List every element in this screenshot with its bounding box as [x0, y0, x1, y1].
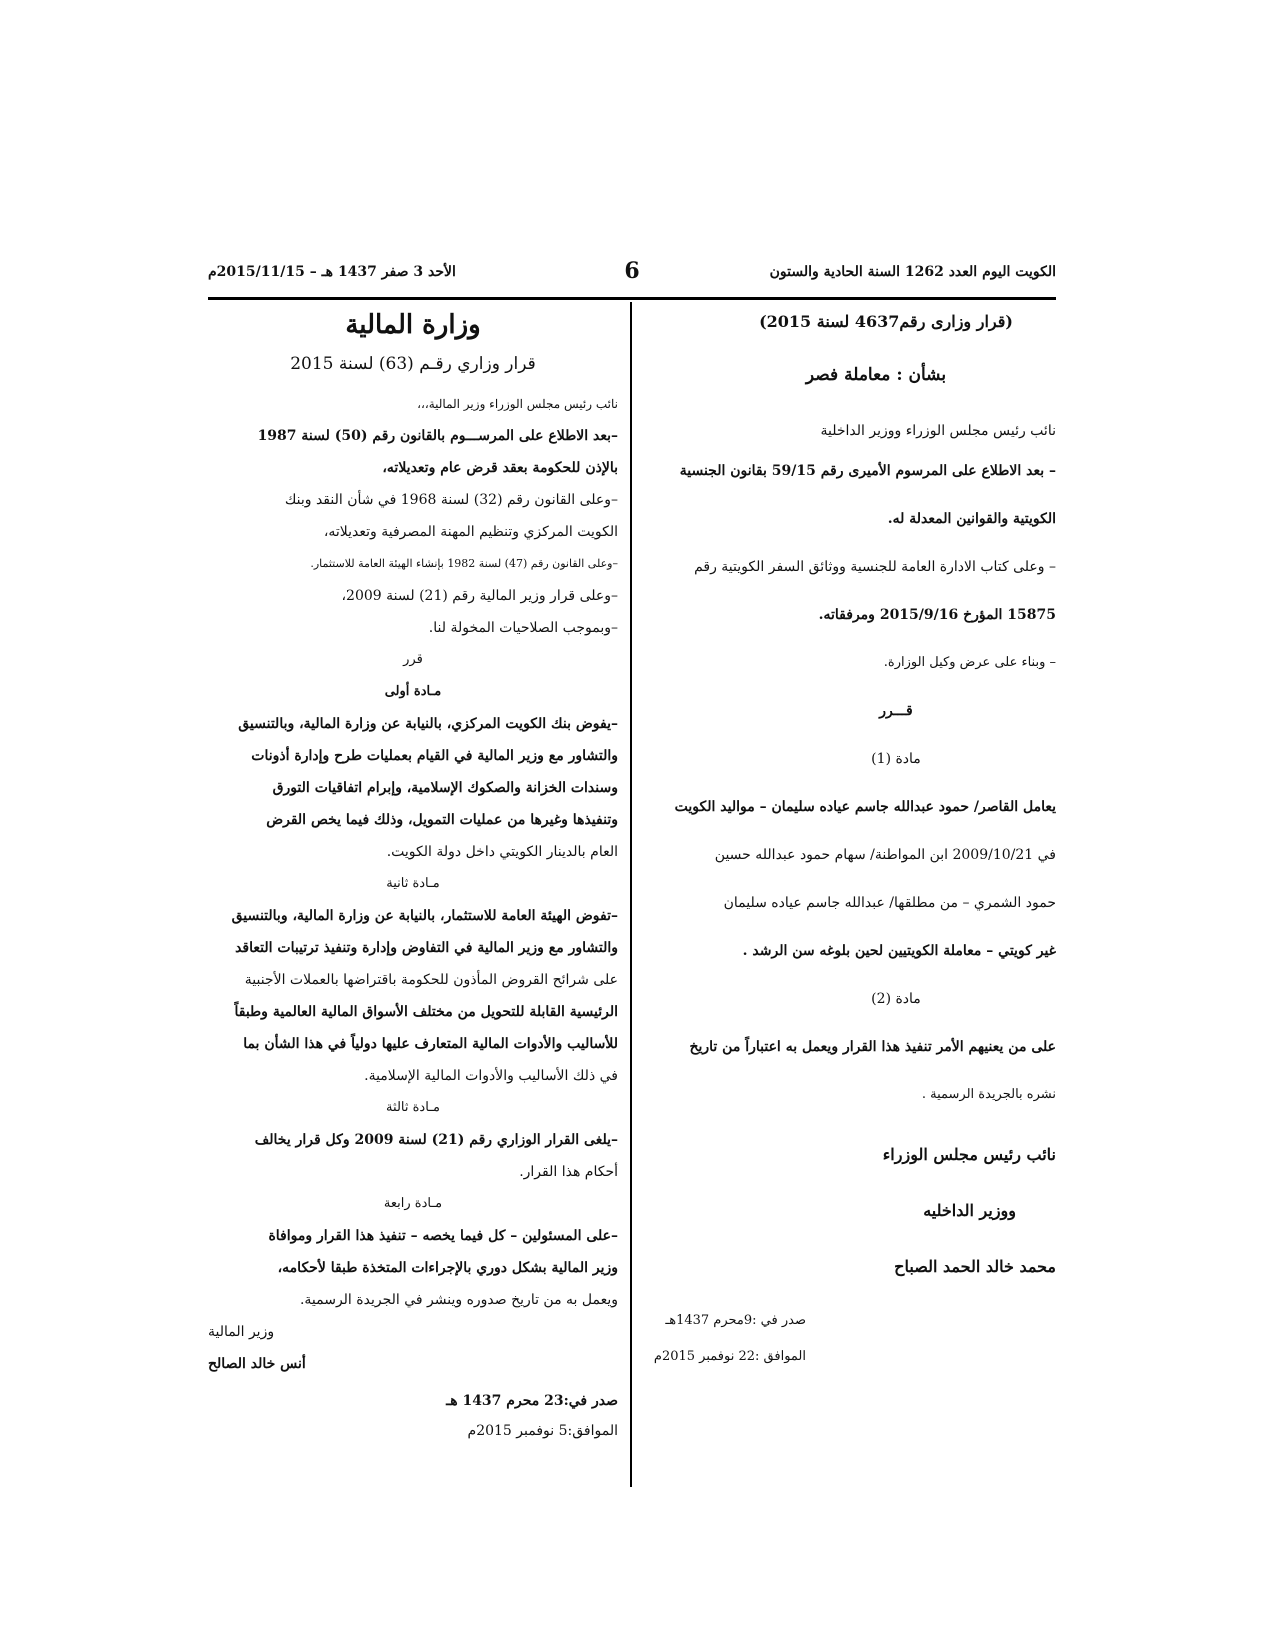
article-line: حمود الشمري – من مطلقها/ عبدالله جاسم عياده سليمان: [723, 895, 1056, 911]
page-header: [208, 258, 1056, 292]
article-line: والتشاور مع وزير المالية في التفاوض وإدارة وتنفيذ ترتيبات التعاقد: [235, 940, 618, 956]
decided-heading: قرر: [403, 652, 423, 667]
article-line: وتنفيذها وغيرها من عمليات التمويل، وذلك فيما يخص القرض: [266, 812, 618, 828]
article-line: وزير المالية بشكل دوري بالإجراءات المتخذة طبقا لأحكامه،: [277, 1260, 618, 1276]
decided-heading: قـــرر: [879, 703, 913, 719]
article-line: –تفوض الهيئة العامة للاستثمار، بالنيابة عن وزارة المالية، وبالتنسيق: [231, 908, 618, 924]
signature-title: ووزير الداخليه: [923, 1201, 1016, 1220]
preamble-line: –بعد الاطلاع على المرســـوم بالقانون رقم (50) لسنة 1987: [257, 428, 618, 444]
preamble-line: –وعلى القانون رقم (32) لسنة 1968 في شأن النقد وبنك: [284, 492, 618, 508]
article-line: يعامل القاصر/ حمود عبدالله جاسم عياده سليمان – مواليد الكويت: [674, 799, 1056, 815]
issued-date: صدر في:23 محرم 1437 هـ: [446, 1393, 618, 1409]
article-heading: مـادة رابعة: [383, 1196, 443, 1211]
article-line: وسندات الخزانة والصكوك الإسلامية، وإبرام اتفاقيات التورق: [272, 780, 618, 796]
decision-issuer: نائب رئيس مجلس الوزراء ووزير الداخلية: [820, 423, 1056, 439]
article-line: على من يعنيهم الأمر تنفيذ هذا القرار ويعمل به اعتباراً من تاريخ: [689, 1039, 1056, 1055]
preamble-line: بالإذن للحكومة بعقد قرض عام وتعديلاته،: [382, 460, 618, 476]
page-number: 6: [624, 258, 640, 284]
article-line: على شرائح القروض المأذون للحكومة باقتراضها بالعملات الأجنبية: [244, 972, 618, 988]
preamble-line: – وعلى كتاب الادارة العامة للجنسية ووثائق السفر الكويتية رقم: [694, 559, 1056, 575]
ministry-title: وزارة المالية: [345, 310, 481, 340]
decision-subject: بشأن : معاملة فصر: [805, 365, 947, 385]
article-heading: مـادة ثانية: [386, 876, 440, 891]
issue-date: الأحد 3 صفر 1437 هـ – 2015/11/15م: [208, 264, 456, 280]
corresponding-date: الموافق:5 نوفمبر 2015م: [467, 1423, 618, 1439]
article-line: في 2009/10/21 ابن المواطنة/ سهام حمود عبدالله حسين: [714, 847, 1056, 863]
article-line: الرئيسية القابلة للتحويل من مختلف الأسواق المالية العالمية وطبقاً: [234, 1004, 618, 1020]
article-line: في ذلك الأساليب والأدوات المالية الإسلامية.: [364, 1068, 618, 1084]
signatory-name: محمد خالد الحمد الصباح: [894, 1257, 1056, 1276]
article-line: والتشاور مع وزير المالية في القيام بعمليات طرح وإدارة أذونات: [251, 748, 618, 764]
preamble-line: – بعد الاطلاع على المرسوم الأميرى رقم 59/15 بقانون الجنسية: [679, 463, 1056, 479]
finance-decision-column: [208, 308, 618, 1446]
preamble-line: – وبناء على عرض وكيل الوزارة.: [883, 655, 1056, 670]
article-heading: مـادة ثالثة: [386, 1100, 440, 1115]
issued-date: صدر في :9محرم 1437هـ: [665, 1313, 806, 1328]
article-line: العام بالدينار الكويتي داخل دولة الكويت.: [386, 844, 618, 860]
article-line: نشره بالجريدة الرسمية .: [921, 1087, 1056, 1102]
corresponding-date: الموافق :22 نوفمبر 2015م: [653, 1349, 806, 1364]
preamble-line: الكويت المركزي وتنظيم المهنة المصرفية وتعديلاته،: [323, 524, 618, 540]
preamble-line: –وعلى قرار وزير المالية رقم (21) لسنة 2009،: [341, 588, 618, 604]
preamble-line: –وعلى القانون رقم (47) لسنة 1982 بإنشاء الهيئة العامة للاستثمار.: [310, 557, 618, 570]
signature-title: نائب رئيس مجلس الوزراء: [882, 1145, 1056, 1164]
article-line: –على المسئولين – كل فيما يخصه – تنفيذ هذا القرار وموافاة: [268, 1228, 618, 1244]
article-label: مادة (2): [871, 991, 921, 1007]
preamble-line: الكويتية والقوانين المعدلة له.: [887, 511, 1056, 527]
signature-title: وزير المالية: [208, 1324, 275, 1340]
article-line: أحكام هذا القرار.: [519, 1164, 618, 1180]
column-divider: [630, 302, 632, 1487]
issue-info: الكويت اليوم العدد 1262 السنة الحادية والستون: [769, 264, 1056, 280]
preamble-line: 15875 المؤرخ 2015/9/16 ومرفقاته.: [818, 607, 1056, 623]
header-rule: [208, 297, 1056, 300]
decision-title: قرار وزاري رقـم (63) لسنة 2015: [290, 354, 536, 374]
article-label: مادة (1): [871, 751, 921, 767]
signatory-name: أنس خالد الصالح: [208, 1356, 306, 1372]
decision-issuer: نائب رئيس مجلس الوزراء وزير المالية،،،: [417, 397, 618, 411]
article-line: –يفوض بنك الكويت المركزي، بالنيابة عن وزارة المالية، وبالتنسيق: [238, 716, 618, 732]
article-heading: مـادة أولى: [384, 684, 442, 699]
article-line: غير كويتي – معاملة الكويتيين لحين بلوغه سن الرشد .: [742, 943, 1056, 959]
preamble-line: –وبموجب الصلاحيات المخولة لنا.: [428, 620, 618, 636]
article-line: –يلغى القرار الوزاري رقم (21) لسنة 2009 وكل قرار يخالف: [254, 1132, 618, 1148]
decision-title: (قرار وزارى رقم4637 لسنة 2015): [759, 312, 1013, 331]
article-line: ويعمل به من تاريخ صدوره وينشر في الجريدة الرسمية.: [299, 1292, 618, 1308]
interior-decision-column: [653, 308, 1056, 1375]
article-line: للأساليب والأدوات المالية المتعارف عليها دولياً في هذا الشأن بما: [243, 1036, 618, 1052]
